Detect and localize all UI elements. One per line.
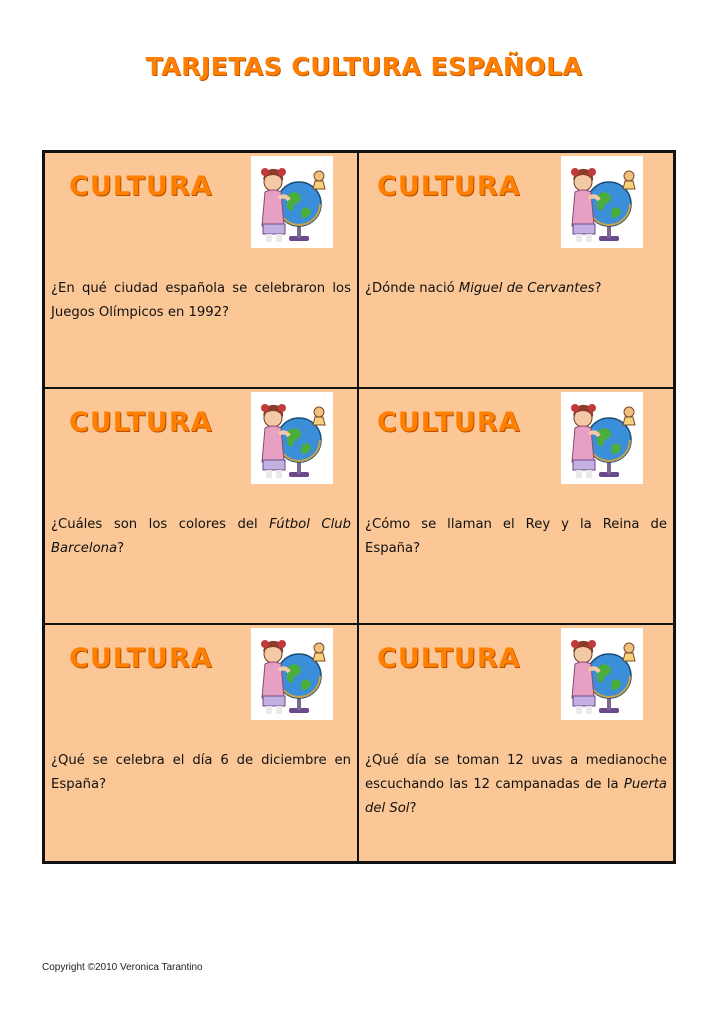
- card-label: CULTURA: [377, 643, 521, 674]
- card-label: CULTURA: [69, 643, 213, 674]
- card-question: ¿Qué se celebra el día 6 de diciembre en España?: [51, 753, 351, 792]
- girl-globe-icon: [561, 392, 643, 484]
- card-label: CULTURA: [69, 171, 213, 202]
- culture-card: [45, 389, 359, 625]
- culture-card: [45, 153, 359, 389]
- card-question: ¿Cuáles son los colores del Fútbol Club Barcelona?: [51, 517, 351, 556]
- culture-card: [359, 153, 673, 389]
- card-label: CULTURA: [377, 171, 521, 202]
- card-question: ¿Qué día se toman 12 uvas a medianoche escuchando las 12 campanadas de la Puerta del Sol?: [365, 753, 667, 816]
- girl-globe-icon: [251, 628, 333, 720]
- culture-card: [359, 625, 673, 861]
- girl-globe-icon: [561, 156, 643, 248]
- cards-grid: [42, 150, 676, 864]
- card-question: ¿En qué ciudad española se celebraron los Juegos Olímpicos en 1992?: [51, 281, 351, 320]
- card-label: CULTURA: [377, 407, 521, 438]
- culture-card: [359, 389, 673, 625]
- card-question: ¿Cómo se llaman el Rey y la Reina de España?: [365, 517, 667, 556]
- girl-globe-icon: [251, 156, 333, 248]
- card-question: ¿Dónde nació Miguel de Cervantes?: [365, 281, 602, 296]
- page-title: TARJETAS CULTURA ESPAÑOLA: [145, 52, 583, 81]
- girl-globe-icon: [561, 628, 643, 720]
- girl-globe-icon: [251, 392, 333, 484]
- culture-card: [45, 625, 359, 861]
- card-label: CULTURA: [69, 407, 213, 438]
- copyright-text: Copyright ©2010 Veronica Tarantino: [42, 962, 203, 973]
